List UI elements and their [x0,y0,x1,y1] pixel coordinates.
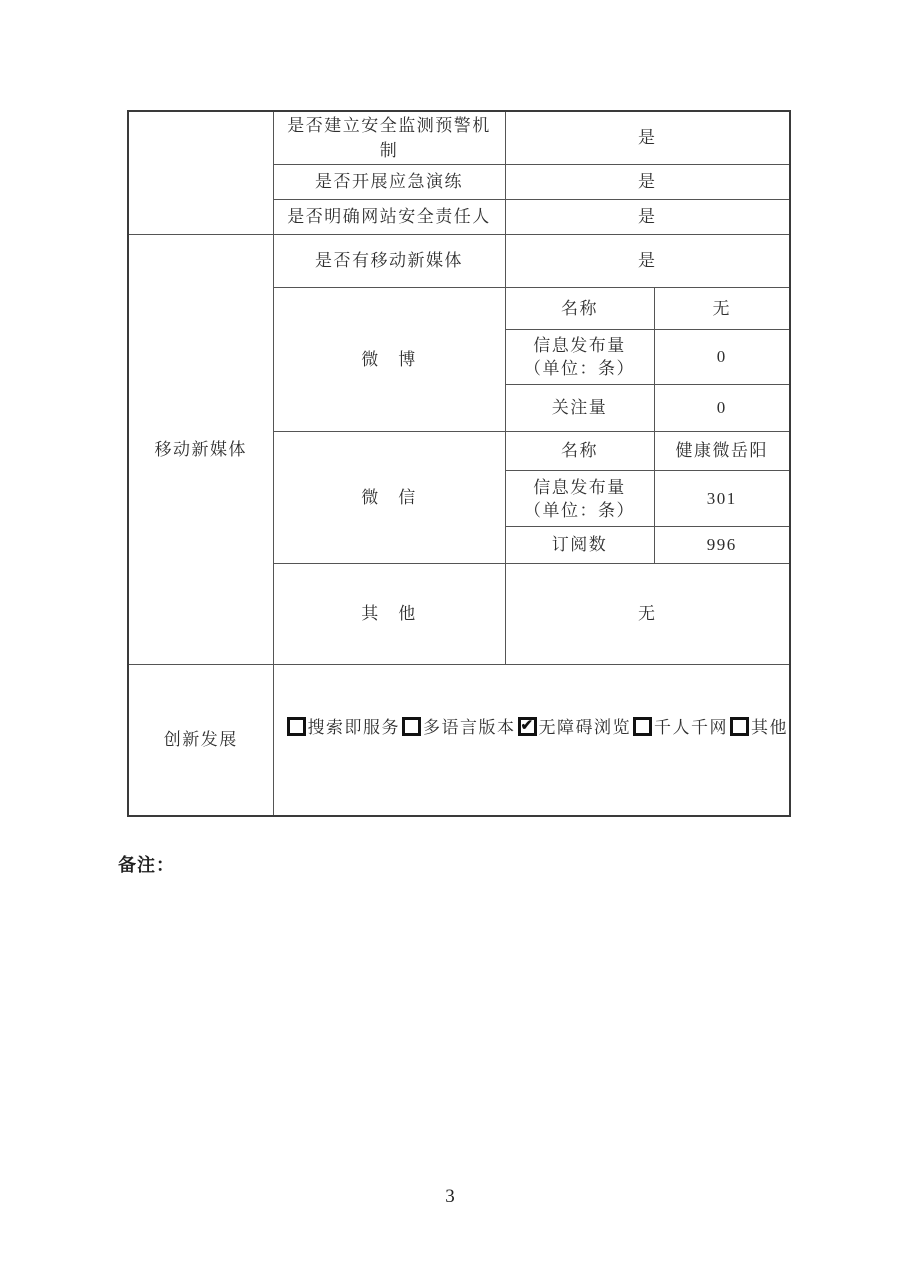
label-cell-wechat: 微 信 [273,432,505,564]
section-cell-innovation: 创新发展 [128,665,273,817]
wechat-posts-value: 301 [654,471,790,527]
label-cell-other-media: 其 他 [273,564,505,665]
section-cell-mobile-media: 移动新媒体 [128,235,273,665]
checkbox-icon-search-service [287,717,306,736]
checkbox-icon-personalized [633,717,652,736]
innovation-options-line [274,716,790,764]
checkbox-icon-accessibility [518,717,537,736]
weibo-posts-label-line2: （单位：条） [524,359,635,378]
weibo-followers-value: 0 [654,385,790,432]
wechat-subscribers-label: 订阅数 [505,527,654,564]
wechat-subscribers-value: 996 [654,527,790,564]
checkbox-label-search-service: 搜索即服务 [307,718,400,737]
wechat-posts-label-line2: （单位：条） [524,500,635,520]
wechat-name-value: 健康微岳阳 [654,432,790,471]
report-table [127,110,791,817]
answer-cell-has-mobile-media: 是 [505,235,790,288]
label-cell-weibo: 微 博 [273,288,505,432]
other-media-value: 无 [505,564,790,665]
page-number: 3 [445,1186,455,1207]
remark-label: 备注： [118,855,175,875]
answer-cell-security-owner: 是 [505,200,790,235]
weibo-posts-value: 0 [654,330,790,385]
weibo-posts-label [505,330,654,385]
answer-cell-emergency-drill: 是 [505,165,790,200]
wechat-name-label: 名称 [505,432,654,471]
checkbox-label-other: 其他 [751,718,788,737]
checkbox-label-multilingual: 多语言版本 [423,718,516,737]
answer-cell-security-monitoring: 是 [505,111,790,165]
weibo-followers-label: 关注量 [505,385,654,432]
question-cell-security-monitoring [273,111,505,165]
section-cell-empty [128,111,273,235]
wechat-posts-label [505,471,654,527]
checkbox-label-accessibility: 无障碍浏览 [538,718,631,737]
wechat-posts-label-line1: 信息发布量 [533,477,626,497]
checkbox-label-personalized: 千人千网 [654,718,728,737]
innovation-options-cell [273,665,790,817]
question-text: 是否建立安全监测预警机制 [287,116,491,160]
weibo-posts-label-line1: 信息发布量 [533,336,626,355]
checkbox-icon-multilingual [402,717,421,736]
weibo-name-value: 无 [654,288,790,330]
question-cell-security-owner: 是否明确网站安全责任人 [273,200,505,235]
weibo-name-label: 名称 [505,288,654,330]
question-cell-emergency-drill: 是否开展应急演练 [273,165,505,200]
checkbox-icon-other [730,717,749,736]
question-cell-has-mobile-media: 是否有移动新媒体 [273,235,505,288]
